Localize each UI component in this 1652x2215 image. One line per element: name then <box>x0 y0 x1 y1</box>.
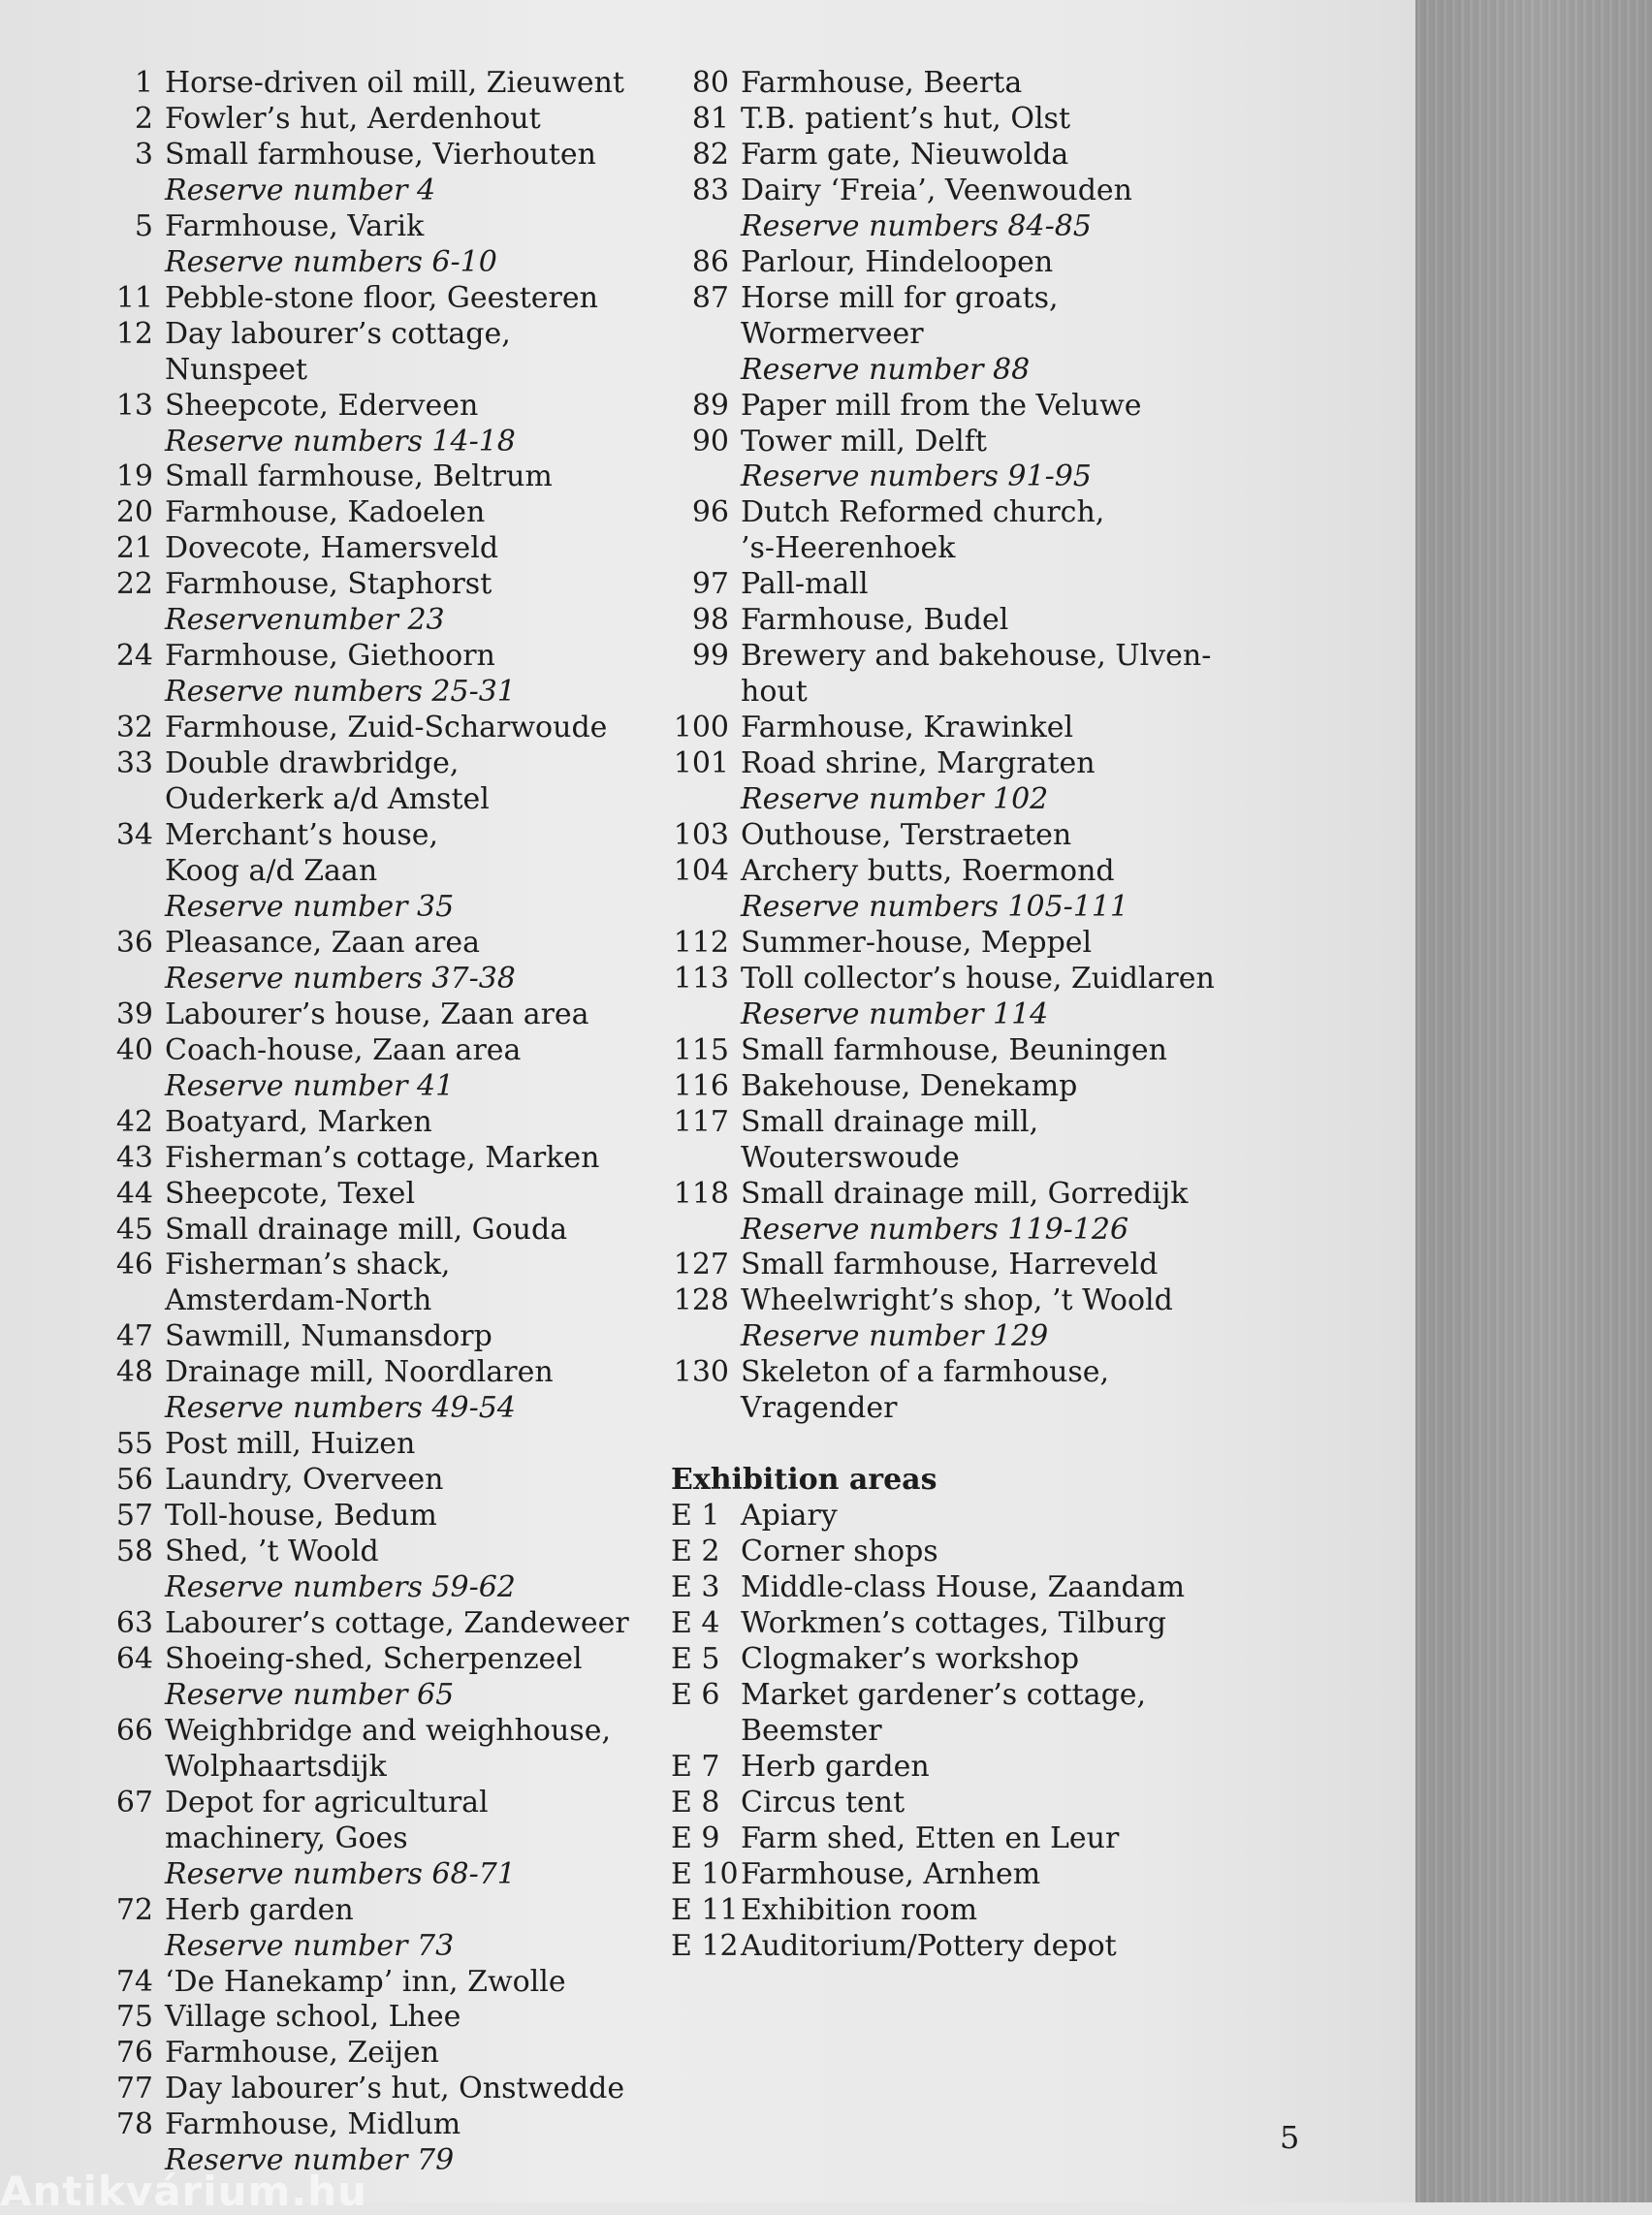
list-item <box>661 567 1243 603</box>
list-item <box>661 102 1243 138</box>
item-number: 5 <box>134 208 153 243</box>
exhibition-code: E 5 <box>671 1641 720 1676</box>
list-item <box>78 1355 659 1391</box>
list-item <box>78 1714 659 1750</box>
item-number: 100 <box>673 711 729 745</box>
exhibition-label: Market gardener’s cottage, <box>741 1677 1147 1712</box>
list-item <box>661 425 1243 460</box>
item-number: 2 <box>134 101 153 136</box>
list-item <box>78 281 659 317</box>
item-number: 130 <box>673 1355 729 1390</box>
item-number: 96 <box>691 495 729 530</box>
item-number: 72 <box>115 1892 153 1927</box>
list-item <box>661 1248 1243 1283</box>
list-item <box>78 1177 659 1213</box>
list-item <box>78 2036 659 2072</box>
item-number: 89 <box>691 388 729 423</box>
item-number: 55 <box>115 1427 153 1462</box>
reserve-number-note: Reserve numbers 84-85 <box>741 208 1092 243</box>
item-label: Vragender <box>741 1391 898 1426</box>
item-label: Toll collector’s house, Zuidlaren <box>741 961 1215 996</box>
exhibition-code: E 10 <box>671 1856 739 1891</box>
item-label: Farmhouse, Giethoorn <box>165 639 495 674</box>
reserve-number-note: Reserve numbers 37-38 <box>165 961 516 996</box>
item-number: 21 <box>115 531 153 566</box>
item-label: Paper mill from the Veluwe <box>741 388 1142 423</box>
item-label: Small farmhouse, Beltrum <box>165 459 553 494</box>
item-label: Farmhouse, Staphorst <box>165 567 492 602</box>
item-number: 83 <box>691 173 729 207</box>
item-number: 97 <box>691 567 729 602</box>
item-number: 42 <box>115 1104 153 1139</box>
item-label: Laundry, Overveen <box>165 1463 444 1498</box>
item-label: Tower mill, Delft <box>741 424 987 459</box>
item-label: Labourer’s cottage, Zandeweer <box>165 1605 629 1640</box>
reserve-number-note: Reserve number 129 <box>741 1319 1049 1354</box>
item-label: Fisherman’s cottage, Marken <box>165 1140 600 1175</box>
item-label: Brewery and bakehouse, Ulven- <box>741 639 1212 674</box>
item-number: 47 <box>115 1319 153 1354</box>
list-item <box>78 1248 659 1283</box>
list-item-continuation <box>661 1141 1243 1177</box>
item-label: Small farmhouse, Beuningen <box>741 1032 1167 1067</box>
item-label: Archery butts, Roermond <box>741 853 1115 888</box>
exhibition-code: E 12 <box>671 1928 739 1963</box>
item-number: 40 <box>115 1032 153 1067</box>
reserve-number-note: Reserve number 102 <box>741 782 1049 817</box>
item-label: Small drainage mill, Gouda <box>165 1212 568 1247</box>
item-label: Small farmhouse, Vierhouten <box>165 137 596 172</box>
item-number: 33 <box>115 746 153 781</box>
list-item <box>661 1105 1243 1141</box>
item-number: 46 <box>115 1248 153 1282</box>
item-label: Parlour, Hindeloopen <box>741 244 1054 279</box>
item-label: Pall-mall <box>741 567 869 602</box>
list-item <box>661 639 1243 675</box>
list-item <box>78 1141 659 1177</box>
item-label: Pebble-stone floor, Geesteren <box>165 280 598 315</box>
list-item <box>78 1965 659 2001</box>
right-column-list <box>661 66 1243 1965</box>
item-label: Wormerveer <box>741 316 924 351</box>
exhibition-item <box>661 1606 1243 1642</box>
list-item <box>78 1105 659 1141</box>
item-label: Boatyard, Marken <box>165 1104 432 1139</box>
item-number: 87 <box>691 280 729 315</box>
item-number: 90 <box>691 424 729 459</box>
list-item <box>661 1069 1243 1105</box>
item-label: Dutch Reformed church, <box>741 495 1105 530</box>
item-number: 81 <box>691 101 729 136</box>
list-item <box>78 711 659 746</box>
item-label: Farm gate, Nieuwolda <box>741 137 1069 172</box>
exhibition-label: Apiary <box>741 1499 838 1534</box>
item-label: Shed, ’t Woold <box>165 1535 379 1569</box>
item-label: machinery, Goes <box>165 1820 408 1855</box>
reserve-number-note: Reserve number 88 <box>741 352 1031 387</box>
item-label: Day labourer’s cottage, Nunspeet <box>165 316 511 387</box>
reserve-number-note: Reserve number 79 <box>165 2143 455 2178</box>
list-item <box>78 317 659 389</box>
list-item <box>78 1213 659 1249</box>
exhibition-label: Auditorium/Pottery depot <box>741 1928 1117 1963</box>
item-label: Wolphaartsdijk <box>165 1749 387 1784</box>
list-item-continuation <box>78 854 659 890</box>
watermark: Antikvárium.hu <box>0 2168 368 2215</box>
item-label: Day labourer’s hut, Onstwedde <box>165 2072 625 2106</box>
item-number: 113 <box>673 961 729 996</box>
exhibition-code: E 6 <box>671 1677 720 1712</box>
list-item <box>78 389 659 425</box>
item-number: 80 <box>691 66 729 100</box>
list-item-continuation <box>78 1750 659 1786</box>
exhibition-label: Corner shops <box>741 1535 938 1569</box>
item-number: 82 <box>691 137 729 172</box>
list-item <box>78 459 659 495</box>
item-label: ‘De Hanekamp’ inn, Zwolle <box>165 1964 566 1999</box>
list-item <box>78 1033 659 1069</box>
item-label: Post mill, Huizen <box>165 1427 416 1462</box>
item-label: Small drainage mill, Gorredijk <box>741 1176 1189 1211</box>
exhibition-label: Exhibition room <box>741 1892 978 1927</box>
item-number: 64 <box>115 1641 153 1676</box>
item-number: 103 <box>673 818 729 853</box>
exhibition-item <box>661 1714 1243 1750</box>
item-number: 76 <box>115 2036 153 2071</box>
exhibition-item <box>661 1857 1243 1893</box>
list-item-continuation <box>78 1283 659 1319</box>
item-number: 22 <box>115 567 153 602</box>
reserve-number-note: Reserve number 41 <box>165 1068 455 1103</box>
list-item-continuation <box>78 1821 659 1857</box>
item-number: 67 <box>115 1785 153 1819</box>
item-label: Dairy ‘Freia’, Veenwouden <box>741 173 1132 207</box>
item-label: Farmhouse, Midlum <box>165 2107 461 2142</box>
exhibition-code: E 3 <box>671 1570 720 1605</box>
exhibition-item <box>661 1499 1243 1535</box>
item-number: 116 <box>673 1068 729 1103</box>
item-label: Farmhouse, Zeijen <box>165 2036 439 2071</box>
item-number: 56 <box>115 1463 153 1498</box>
list-item <box>78 1642 659 1678</box>
list-item <box>78 1499 659 1535</box>
reserve-number-note: Reserve numbers 6-10 <box>165 244 497 279</box>
list-item <box>78 1893 659 1929</box>
list-item <box>661 854 1243 890</box>
item-label: Koog a/d Zaan <box>165 853 378 888</box>
item-number: 45 <box>115 1212 153 1247</box>
list-item <box>661 66 1243 102</box>
item-number: 48 <box>115 1355 153 1390</box>
exhibition-code: E 2 <box>671 1535 720 1569</box>
item-number: 39 <box>115 997 153 1031</box>
item-label: Double drawbridge, <box>165 746 460 781</box>
item-number: 75 <box>115 2000 153 2035</box>
exhibition-item <box>661 1786 1243 1821</box>
item-number: 1 <box>134 66 153 100</box>
list-item-continuation <box>661 531 1243 567</box>
item-label: Farmhouse, Beerta <box>741 66 1023 100</box>
exhibition-item <box>661 1750 1243 1786</box>
exhibition-label: Farm shed, Etten en Leur <box>741 1820 1120 1855</box>
item-label: ’s-Heerenhoek <box>741 531 956 566</box>
list-item <box>661 174 1243 209</box>
item-number: 44 <box>115 1176 153 1211</box>
list-item <box>78 1427 659 1463</box>
list-item <box>78 102 659 138</box>
item-number: 32 <box>115 711 153 745</box>
item-number: 57 <box>115 1499 153 1534</box>
item-number: 24 <box>115 639 153 674</box>
exhibition-item <box>661 1821 1243 1857</box>
list-item <box>78 1535 659 1570</box>
item-label: Ouderkerk a/d Amstel <box>165 782 490 817</box>
item-number: 101 <box>673 746 729 781</box>
item-label: Skeleton of a farmhouse, <box>741 1355 1110 1390</box>
spacer <box>661 1427 1243 1463</box>
reserve-number-note: Reserve numbers 14-18 <box>165 424 516 459</box>
list-item <box>661 818 1243 854</box>
list-item <box>78 209 659 245</box>
reserve-number-note: Reserve number 35 <box>165 889 455 924</box>
exhibition-label: Circus tent <box>741 1785 905 1819</box>
item-number: 117 <box>673 1104 729 1139</box>
item-label: T.B. patient’s hut, Olst <box>741 101 1071 136</box>
list-item <box>78 531 659 567</box>
reserve-number-note: Reserve numbers 49-54 <box>165 1391 516 1426</box>
item-number: 34 <box>115 818 153 853</box>
exhibition-code: E 1 <box>671 1499 720 1534</box>
item-number: 11 <box>115 280 153 315</box>
item-label: Drainage mill, Noordlaren <box>165 1355 554 1390</box>
item-number: 127 <box>673 1248 729 1282</box>
item-number: 20 <box>115 495 153 530</box>
item-label: Farmhouse, Kadoelen <box>165 495 486 530</box>
reserve-number-note: Reserve number 4 <box>165 173 436 207</box>
item-label: Toll-house, Bedum <box>165 1499 437 1534</box>
reserve-number-note: Reserve numbers 105-111 <box>741 889 1129 924</box>
item-number: 63 <box>115 1605 153 1640</box>
item-label: Coach-house, Zaan area <box>165 1032 522 1067</box>
list-item <box>661 495 1243 531</box>
list-item <box>78 1606 659 1642</box>
item-number: 98 <box>691 603 729 638</box>
item-label: Small farmhouse, Harreveld <box>741 1248 1159 1282</box>
list-item <box>661 1355 1243 1391</box>
item-number: 58 <box>115 1535 153 1569</box>
item-label: Wheelwright’s shop, ’t Woold <box>741 1283 1173 1318</box>
exhibition-code: E 7 <box>671 1749 720 1784</box>
exhibition-code <box>661 1714 741 1750</box>
item-label: Bakehouse, Denekamp <box>741 1068 1078 1103</box>
item-label: Depot for agricultural <box>165 1785 489 1819</box>
list-item <box>78 567 659 603</box>
adjacent-page-edge <box>1415 0 1652 2202</box>
list-item <box>661 1177 1243 1213</box>
exhibition-label: Farmhouse, Arnhem <box>741 1856 1041 1891</box>
item-label: Farmhouse, Zuid-Scharwoude <box>165 711 608 745</box>
list-item <box>78 926 659 962</box>
reserve-number-note: Reserve number 73 <box>165 1928 455 1963</box>
list-item <box>78 66 659 102</box>
item-label: hout <box>741 675 808 710</box>
reserve-number-note: Reserve numbers 68-71 <box>165 1856 516 1891</box>
list-item <box>661 1283 1243 1319</box>
list-item <box>661 603 1243 639</box>
exhibition-label: Herb garden <box>741 1749 930 1784</box>
left-column-list <box>78 66 659 2179</box>
exhibition-label: Workmen’s cottages, Tilburg <box>741 1605 1166 1640</box>
item-label: Small drainage mill, <box>741 1104 1039 1139</box>
item-number: 104 <box>673 853 729 888</box>
item-label: Summer-house, Meppel <box>741 925 1093 960</box>
item-label: Fowler’s hut, Aerdenhout <box>165 101 541 136</box>
item-number: 118 <box>673 1176 729 1211</box>
list-item-continuation <box>661 317 1243 353</box>
reserve-number-note: Reserve numbers 119-126 <box>741 1212 1129 1247</box>
list-item-continuation <box>78 782 659 818</box>
list-item <box>661 1033 1243 1069</box>
list-item <box>661 746 1243 782</box>
list-item-continuation <box>661 675 1243 711</box>
list-item-continuation <box>661 1391 1243 1427</box>
list-item <box>78 495 659 531</box>
exhibition-item <box>661 1929 1243 1965</box>
item-label: Pleasance, Zaan area <box>165 925 480 960</box>
item-number: 13 <box>115 388 153 423</box>
list-item <box>78 2000 659 2036</box>
list-item <box>661 138 1243 174</box>
exhibition-label: Clogmaker’s workshop <box>741 1641 1080 1676</box>
list-item <box>78 639 659 675</box>
item-label: Labourer’s house, Zaan area <box>165 997 589 1031</box>
list-item <box>78 1786 659 1821</box>
list-item <box>661 245 1243 281</box>
item-number: 74 <box>115 1964 153 1999</box>
item-label: Wouterswoude <box>741 1140 960 1175</box>
item-label: Weighbridge and weighhouse, <box>165 1713 611 1748</box>
item-label: Sheepcote, Texel <box>165 1176 416 1211</box>
item-label: Outhouse, Terstraeten <box>741 818 1072 853</box>
list-item <box>78 746 659 782</box>
exhibition-code: E 11 <box>671 1892 739 1927</box>
list-item <box>661 711 1243 746</box>
item-number: 86 <box>691 244 729 279</box>
item-label: Horse mill for groats, <box>741 280 1059 315</box>
exhibition-heading: Exhibition areas <box>671 1463 937 1498</box>
reserve-number-note: Reserve numbers 25-31 <box>165 675 516 710</box>
reserve-number-note: Reserve number 65 <box>165 1677 455 1712</box>
exhibition-code: E 9 <box>671 1820 720 1855</box>
right-entries <box>661 66 1243 1427</box>
item-label: Farmhouse, Krawinkel <box>741 711 1074 745</box>
item-number: 3 <box>134 137 153 172</box>
list-item <box>78 1319 659 1355</box>
item-number: 77 <box>115 2072 153 2106</box>
list-item <box>78 2107 659 2143</box>
list-item <box>661 389 1243 425</box>
item-label: Farmhouse, Varik <box>165 208 425 243</box>
item-number: 43 <box>115 1140 153 1175</box>
item-number: 128 <box>673 1283 729 1318</box>
exhibition-label: Middle-class House, Zaandam <box>741 1570 1186 1605</box>
item-label: Merchant’s house, <box>165 818 439 853</box>
item-label: Herb garden <box>165 1892 354 1927</box>
exhibition-item <box>661 1678 1243 1714</box>
reserve-number-note: Reserve number 114 <box>741 997 1049 1031</box>
item-number: 19 <box>115 459 153 494</box>
list-item <box>78 1463 659 1499</box>
reserve-number-note: Reserve numbers 59-62 <box>165 1570 516 1605</box>
exhibition-code: E 4 <box>671 1605 720 1640</box>
reserve-number-note: Reserve numbers 91-95 <box>741 459 1092 494</box>
item-number: 99 <box>691 639 729 674</box>
item-label: Sheepcote, Ederveen <box>165 388 479 423</box>
list-item <box>78 138 659 174</box>
list-item <box>78 997 659 1033</box>
item-number: 66 <box>115 1713 153 1748</box>
exhibition-item <box>661 1535 1243 1570</box>
item-label: Sawmill, Numansdorp <box>165 1319 492 1354</box>
exhibition-label: Beemster <box>741 1713 882 1748</box>
list-item <box>78 2072 659 2107</box>
list-item <box>661 926 1243 962</box>
item-number: 115 <box>673 1032 729 1067</box>
item-number: 78 <box>115 2107 153 2142</box>
exhibition-item <box>661 1642 1243 1678</box>
item-label: Fisherman’s shack, <box>165 1248 451 1282</box>
item-number: 36 <box>115 925 153 960</box>
exhibition-code: E 8 <box>671 1785 720 1819</box>
list-item <box>661 281 1243 317</box>
exhibition-item <box>661 1570 1243 1606</box>
page-number: 5 <box>1280 2119 1300 2156</box>
item-number: 12 <box>115 316 153 351</box>
item-label: Village school, Lhee <box>165 2000 461 2035</box>
item-label: Road shrine, Margraten <box>741 746 1096 781</box>
list-item <box>78 818 659 854</box>
item-label: Dovecote, Hamersveld <box>165 531 499 566</box>
exhibition-item <box>661 1893 1243 1929</box>
item-number: 112 <box>673 925 729 960</box>
item-label: Shoeing-shed, Scherpenzeel <box>165 1641 583 1676</box>
reserve-number-note: Reservenumber 23 <box>165 603 445 638</box>
item-label: Farmhouse, Budel <box>741 603 1009 638</box>
exhibition-list <box>661 1499 1243 1964</box>
item-label: Amsterdam-North <box>165 1283 432 1318</box>
item-label: Horse-driven oil mill, Zieuwent <box>165 66 624 100</box>
list-item <box>661 962 1243 997</box>
